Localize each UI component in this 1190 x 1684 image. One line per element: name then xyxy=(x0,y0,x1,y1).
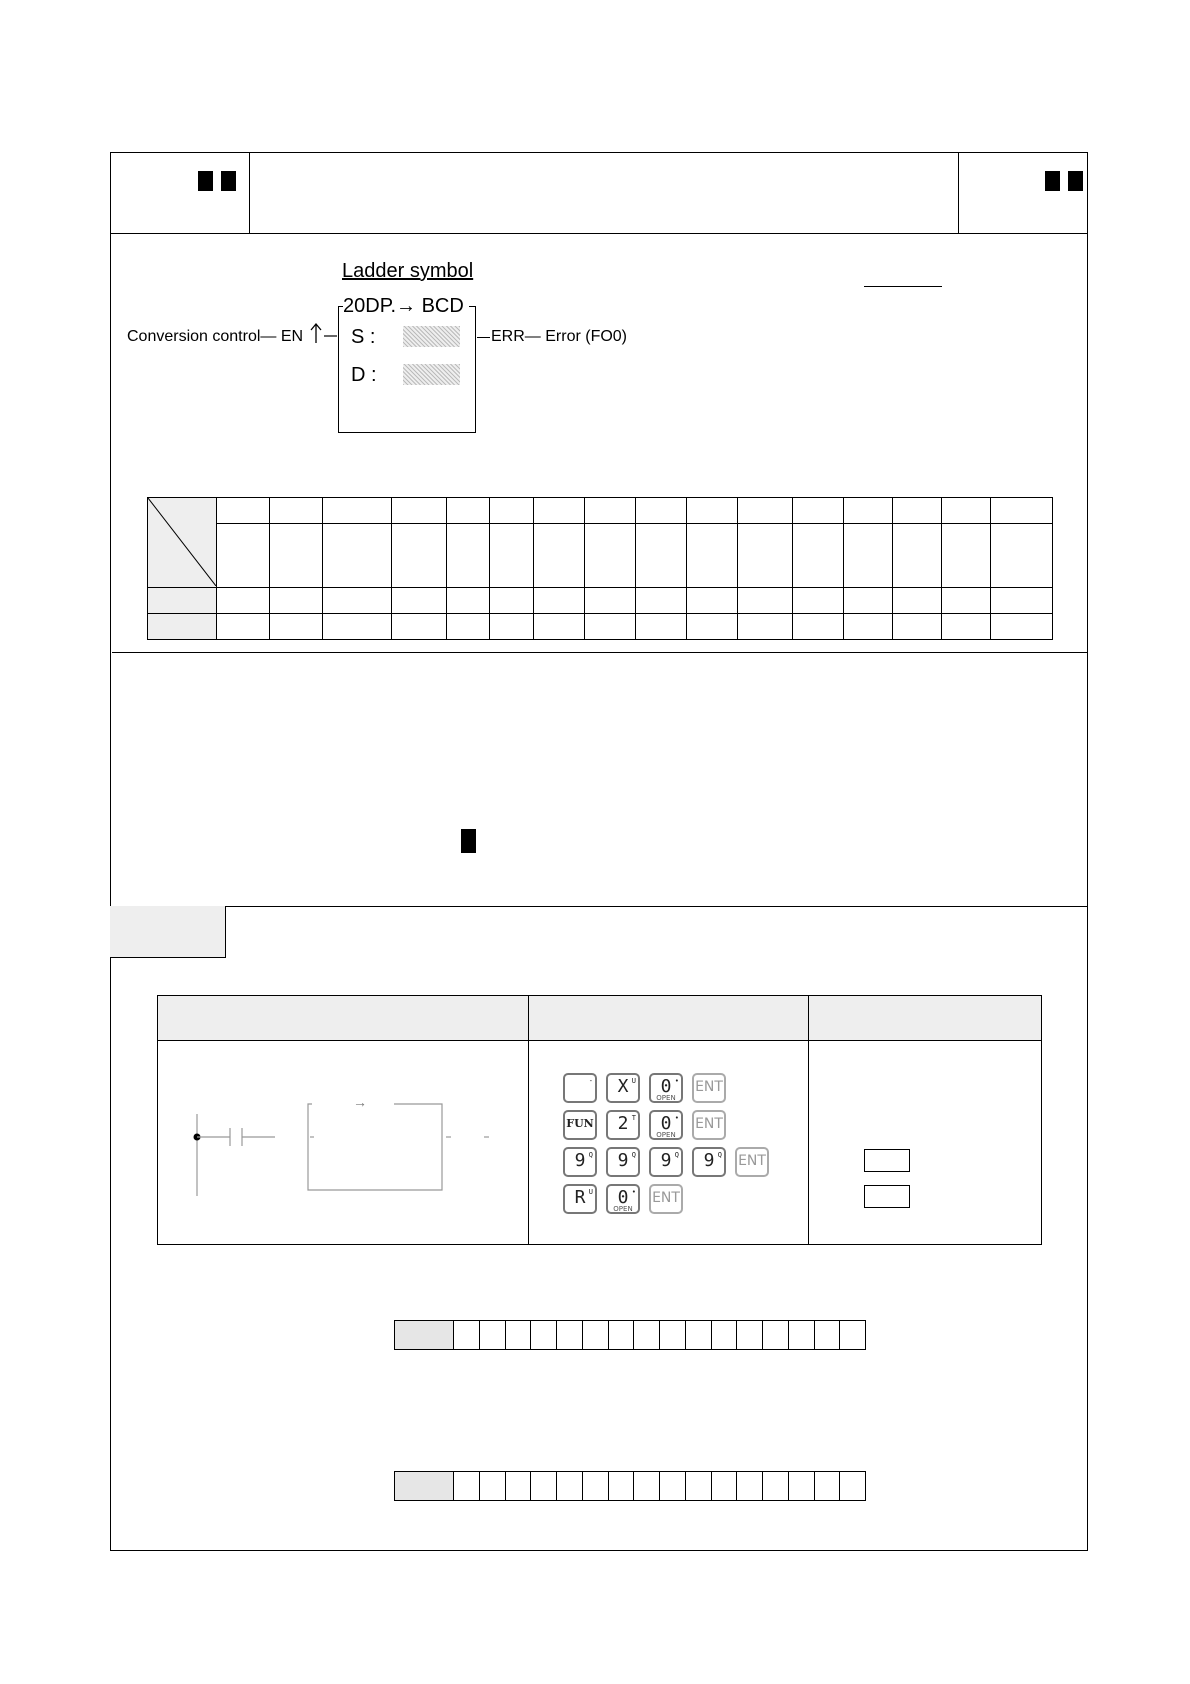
keypad-key-ent: ENT xyxy=(649,1184,683,1214)
keypad-key-0: 0 • OPEN xyxy=(606,1184,640,1214)
keypad-key-2: 2 T xyxy=(606,1110,640,1140)
example-table-header xyxy=(158,996,1041,1040)
example-label-box xyxy=(110,906,226,958)
header-left-mark xyxy=(221,171,236,191)
operand-d-field xyxy=(403,364,460,385)
header-right-mark xyxy=(1068,171,1083,191)
text-mark xyxy=(461,829,476,853)
bit-register-grid xyxy=(394,1320,866,1350)
blank-underline xyxy=(864,286,942,287)
input-label: Conversion control— EN xyxy=(127,328,304,345)
operand-d-label: D : xyxy=(351,364,377,386)
value-box xyxy=(864,1185,910,1208)
keypad-key-9: 9 Q xyxy=(563,1147,597,1177)
header-left-mark xyxy=(198,171,213,191)
keypad-key-r: R U xyxy=(563,1184,597,1214)
keypad-key-fun: FUN xyxy=(563,1110,597,1140)
keypad-key-9: 9 Q xyxy=(649,1147,683,1177)
header-right-mark xyxy=(1045,171,1060,191)
keypad-key-ent: ENT xyxy=(735,1147,769,1177)
section-divider xyxy=(112,652,1088,653)
example-ladder-arrow: → xyxy=(353,1094,367,1110)
keypad-key-ent: ENT xyxy=(692,1110,726,1140)
operand-s-label: S : xyxy=(351,326,376,348)
output-label: ERR— Error (FO0) xyxy=(491,328,628,345)
function-name: 20DP.→ BCD xyxy=(343,295,464,317)
keypad-key-blank: - xyxy=(563,1073,597,1103)
operand-table-corner xyxy=(148,498,217,588)
rising-edge-icon xyxy=(309,322,339,344)
keypad-key-9: 9 Q xyxy=(606,1147,640,1177)
keypad-key-x: X U xyxy=(606,1073,640,1103)
header-divider xyxy=(110,233,1088,234)
keypad-key-9: 9 Q xyxy=(692,1147,726,1177)
keypad-key-0: 0 • OPEN xyxy=(649,1073,683,1103)
example-ladder-diagram xyxy=(180,1090,510,1210)
section-divider xyxy=(110,906,1088,907)
keypad-key-0: 0 • OPEN xyxy=(649,1110,683,1140)
operand-table xyxy=(147,497,1053,640)
ladder-symbol-heading: Ladder symbol xyxy=(342,260,474,282)
header-right-divider xyxy=(958,152,959,233)
header-left-divider xyxy=(249,152,250,233)
bit-register-grid xyxy=(394,1471,866,1501)
keypad-key-ent: ENT xyxy=(692,1073,726,1103)
operand-s-field xyxy=(403,326,460,347)
value-box xyxy=(864,1149,910,1172)
